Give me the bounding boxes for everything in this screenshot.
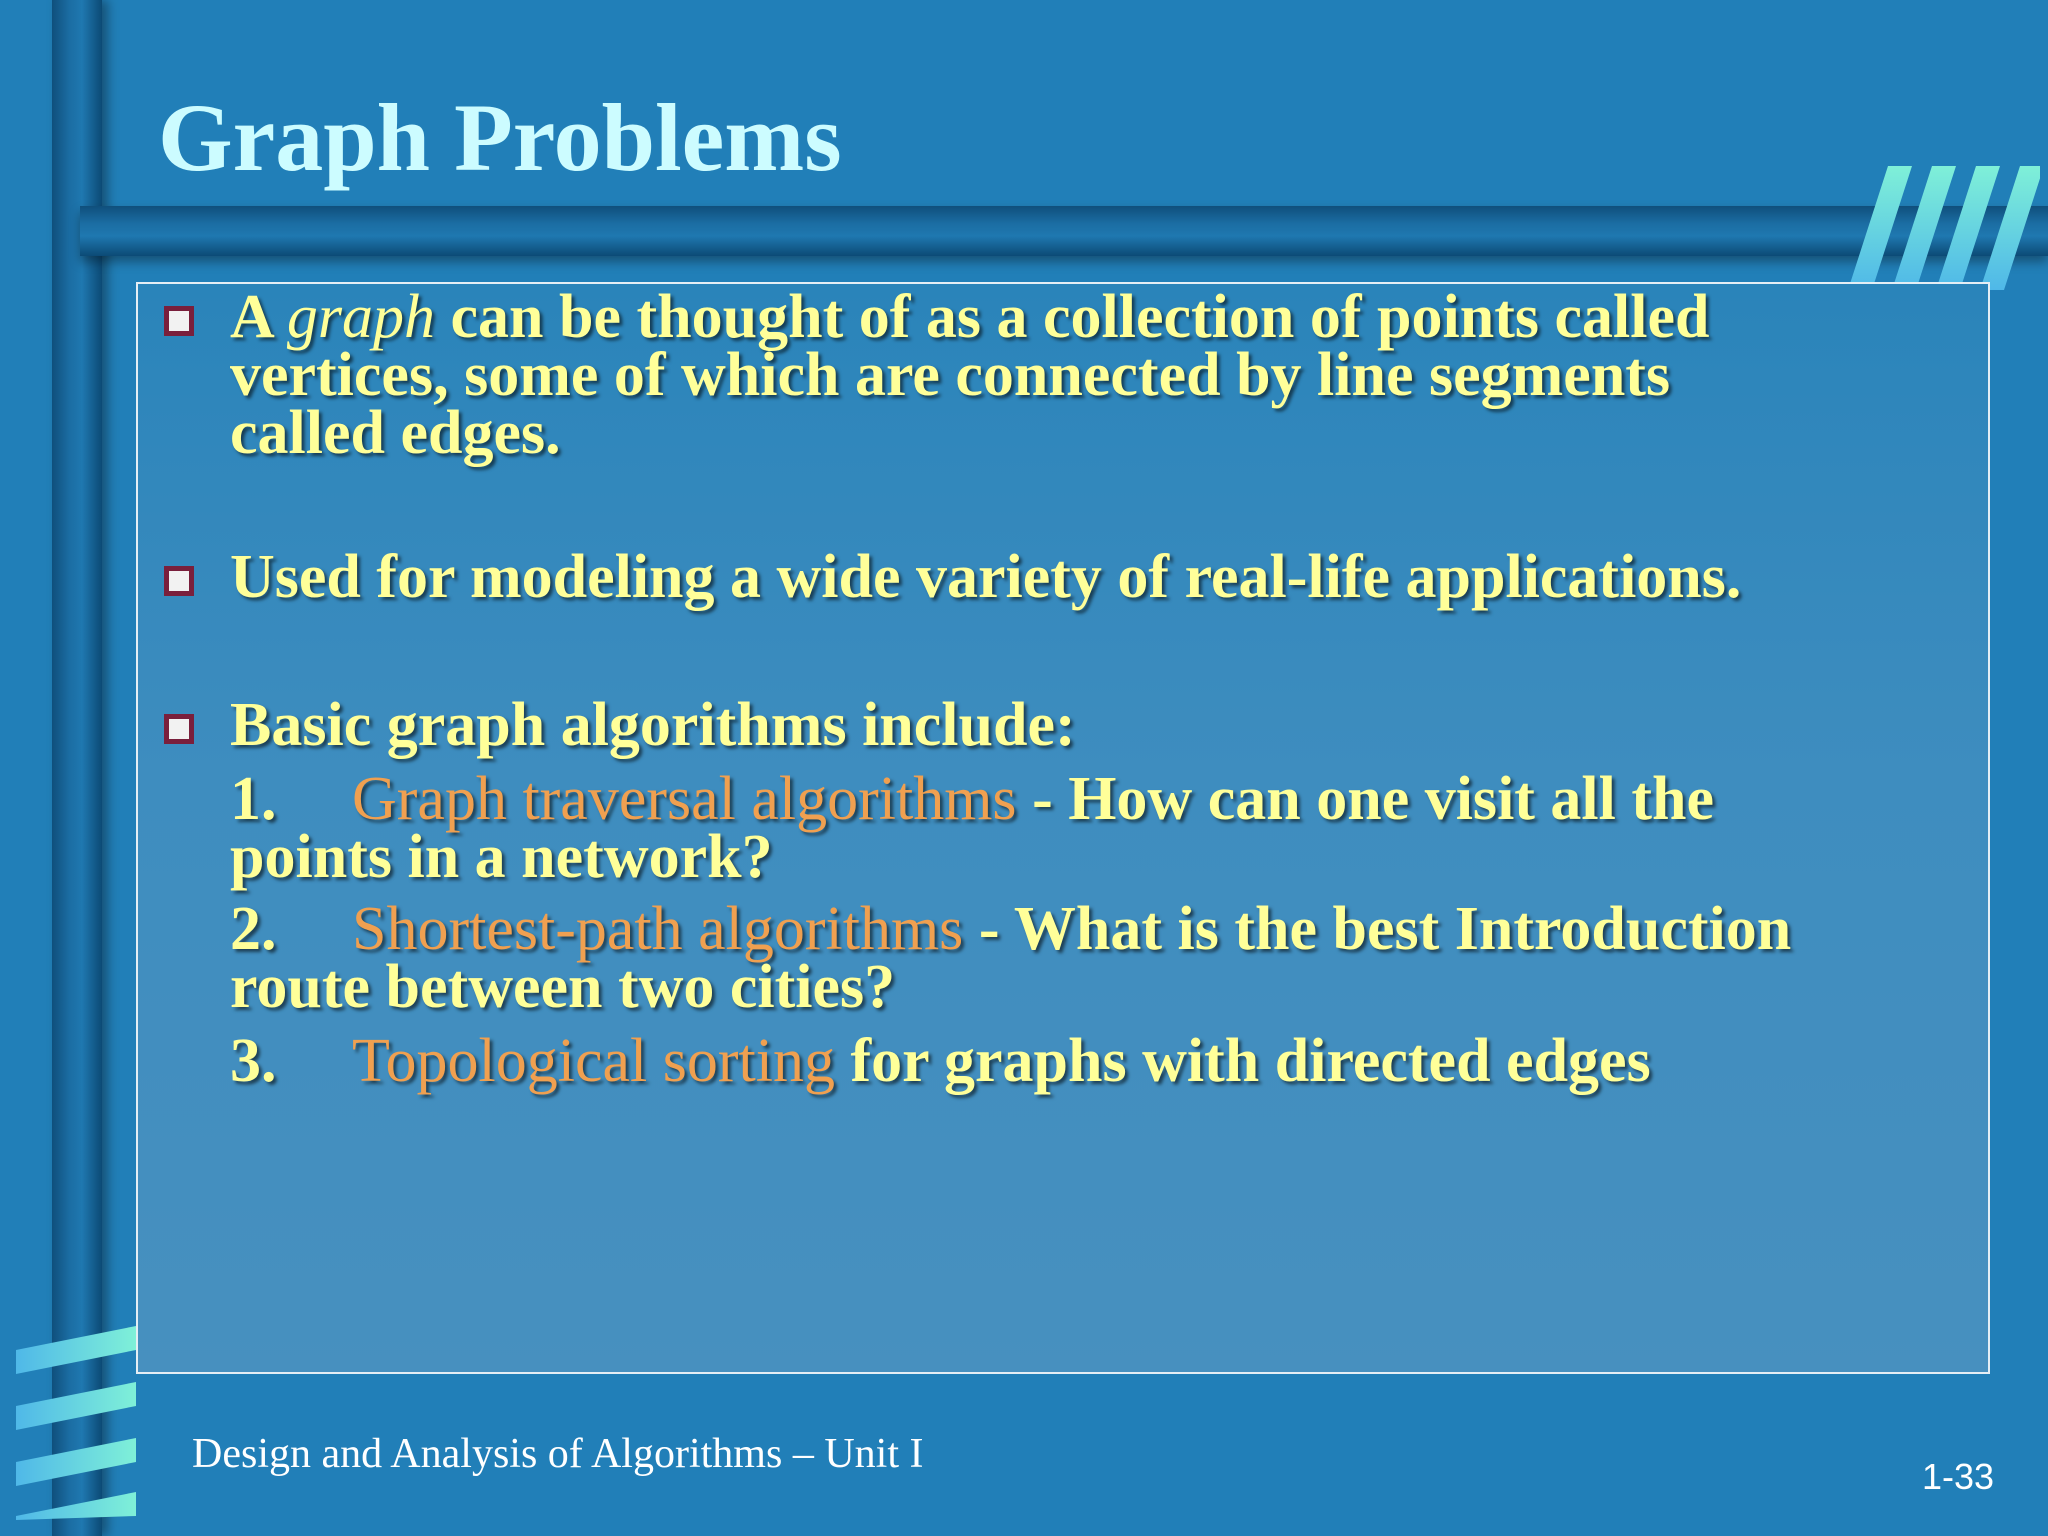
stripes-logo-top-right: [1830, 160, 2040, 290]
list-item-3-line-1: 3. Topological sorting for graphs with directed edges: [230, 1027, 1651, 1095]
list-item-1-line-1: 1. Graph traversal algorithms - How can one visit all the: [230, 765, 1715, 833]
bullet-square-3: [164, 714, 194, 744]
bullet-2-text: Used for modeling a wide variety of real-life applications.: [230, 543, 1742, 611]
bullet-square-1: [164, 306, 194, 336]
bullet-1-line-1: A graph can be thought of as a collection of points called: [230, 283, 1710, 351]
bullet-1-line-2: vertices, some of which are connected by line segments: [230, 341, 1671, 409]
stripes-logo-bottom-left: [10, 1320, 140, 1520]
list-item-2-line-1: 2. Shortest-path algorithms - What is the best Introduction: [230, 895, 1792, 963]
bullet-square-2: [164, 566, 194, 596]
title-divider-bar: [80, 206, 2048, 256]
highlight-graph-traversal: Graph traversal algorithms: [352, 765, 1017, 833]
bullet-1-line-3: called edges.: [230, 399, 561, 467]
list-item-1-line-2: points in a network?: [230, 823, 773, 891]
page-number: 1-33: [1922, 1456, 1995, 1497]
highlight-shortest-path: Shortest-path algorithms: [352, 895, 964, 963]
italic-term-graph: graph: [286, 283, 435, 351]
highlight-topological-sorting: Topological sorting: [352, 1027, 835, 1095]
slide-footer: Design and Analysis of Algorithms – Unit I: [192, 1431, 924, 1477]
list-item-2-line-2: route between two cities?: [230, 953, 896, 1021]
bullet-3-text: Basic graph algorithms include:: [230, 691, 1076, 759]
slide-title: Graph Problems: [158, 84, 842, 191]
